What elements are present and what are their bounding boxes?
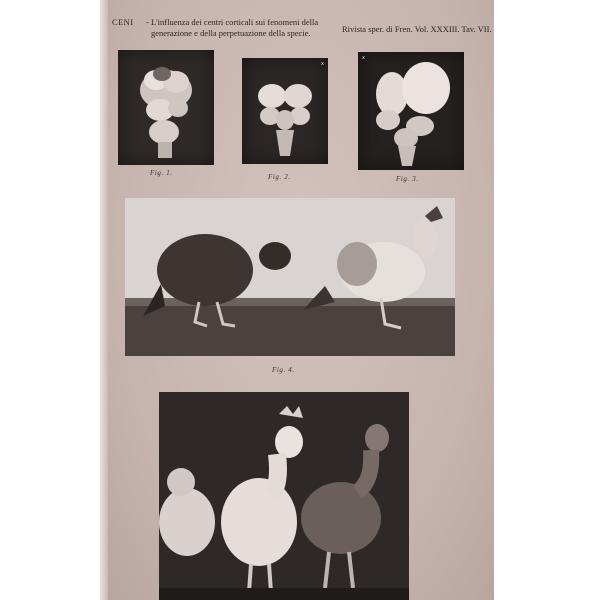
- figure-2-caption: Fig. 2.: [268, 173, 291, 181]
- figure-5-photo: [159, 392, 409, 600]
- figure-3-caption: Fig. 3.: [396, 175, 419, 183]
- header-author: CENI: [112, 17, 134, 27]
- plate-page: [108, 0, 494, 600]
- figure-2-photo: [242, 58, 328, 164]
- plate-mark: x: [362, 55, 365, 61]
- hens-image: [159, 392, 409, 600]
- header-title-line2: generazione e della perpetuazione della specie.: [151, 28, 311, 38]
- brain-3-image: [358, 52, 464, 170]
- header-journal: Rivista sper. di Fren. Vol. XXXIII. Tav. VII.: [342, 24, 492, 34]
- figure-1-caption: Fig. 1.: [150, 169, 173, 177]
- figure-3-photo: [358, 52, 464, 170]
- brain-2-image: [242, 58, 328, 164]
- figure-4-photo: [125, 198, 455, 356]
- brain-1-image: [118, 50, 214, 165]
- figure-4-caption: Fig. 4.: [272, 366, 295, 374]
- header-title-line1: - L'influenza dei centri corticali sui fenomeni della: [146, 17, 319, 27]
- roosters-image: [125, 198, 455, 356]
- plate-mark: x: [321, 61, 324, 67]
- figure-1-photo: [118, 50, 214, 165]
